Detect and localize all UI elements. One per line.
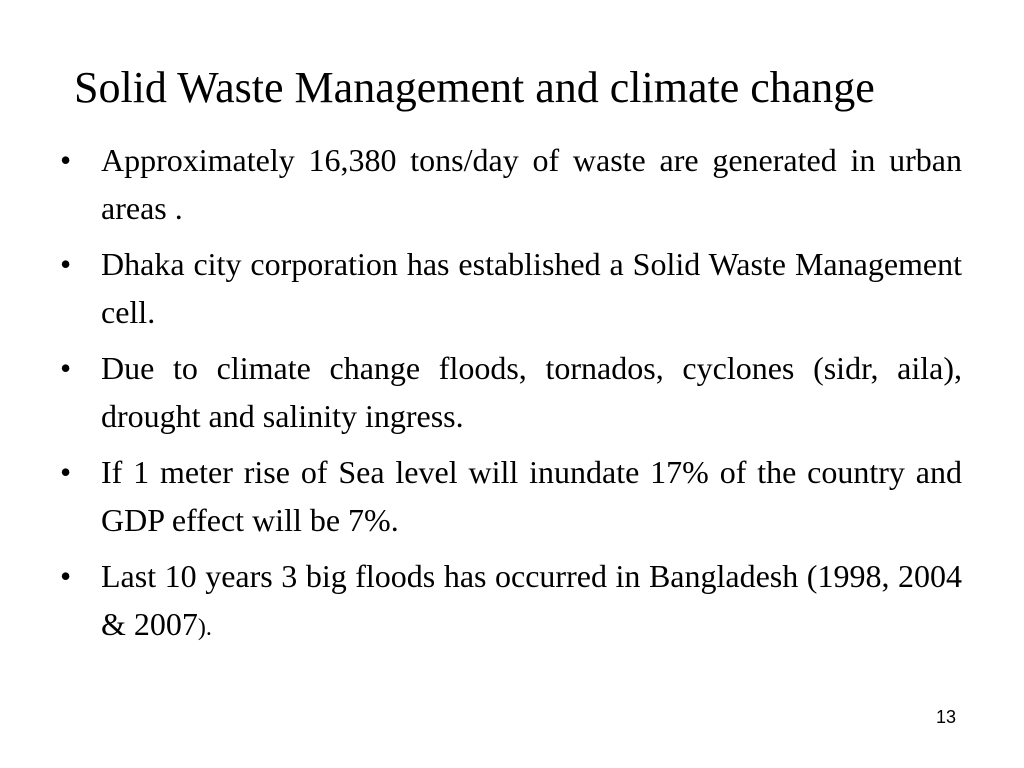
bullet-dot-icon: • xyxy=(60,350,72,386)
bullet-item xyxy=(60,448,962,544)
bullet-dot-icon: • xyxy=(60,558,72,594)
bullet-item xyxy=(60,552,962,652)
bullet-item xyxy=(60,344,962,440)
bullet-text-wrapper xyxy=(101,552,962,652)
bullet-dot-icon: • xyxy=(60,454,72,490)
bullet-text-suffix: ). xyxy=(197,615,212,641)
bullet-text: Dhaka city corporation has established a Solid Waste Management cell. xyxy=(101,246,962,330)
bullet-item xyxy=(60,136,962,232)
bullet-dot-icon: • xyxy=(60,246,72,282)
bullet-text: If 1 meter rise of Sea level will inundate 17% of the country and GDP effect will be 7%. xyxy=(101,454,962,538)
bullet-text: Last 10 years 3 big floods has occurred in Bangladesh (1998, 2004 & 2007 xyxy=(101,558,962,642)
bullet-text: Due to climate change floods, tornados, cyclones (sidr, aila), drought and salinity ingress. xyxy=(101,350,962,434)
bullet-dot-icon: • xyxy=(60,142,72,178)
bullet-item xyxy=(60,240,962,336)
bullet-text: Approximately 16,380 tons/day of waste are generated in urban areas . xyxy=(101,142,962,226)
slide-title: Solid Waste Management and climate change xyxy=(74,63,875,112)
page-number: 13 xyxy=(936,707,957,727)
